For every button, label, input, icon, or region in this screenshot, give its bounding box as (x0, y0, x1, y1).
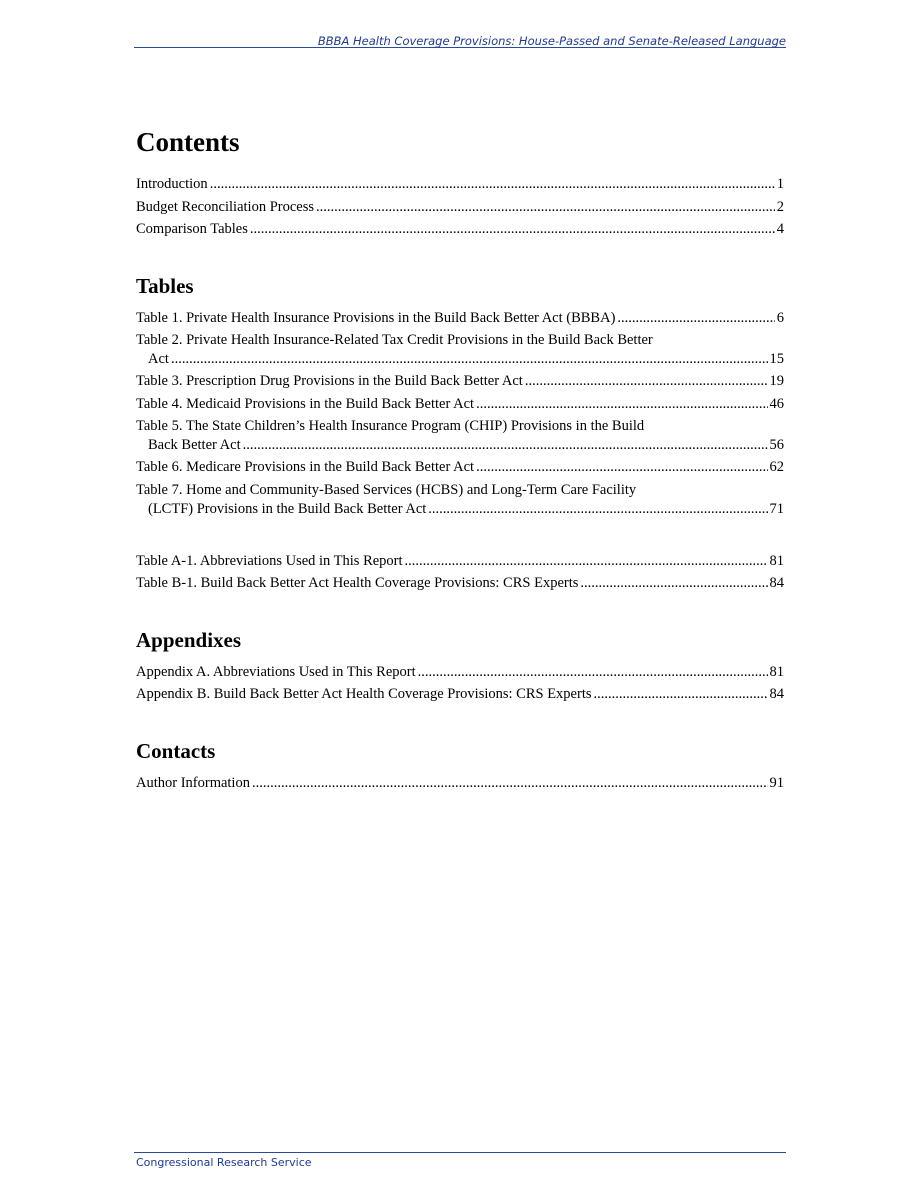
entry-title: Comparison Tables (136, 221, 248, 237)
entry-title: Budget Reconciliation Process (136, 198, 314, 215)
appendixes-list (136, 663, 784, 705)
dot-leader (617, 309, 774, 328)
entry-page: 4 (776, 221, 784, 237)
dot-leader (428, 500, 767, 519)
table-of-contents (136, 126, 784, 796)
entry-title: Table 3. Prescription Drug Provisions in the Build Back Better Act (136, 373, 523, 389)
toc-entry-appendix-a[interactable] (136, 663, 784, 682)
contacts-list (136, 774, 784, 793)
section-gap (136, 597, 784, 627)
entry-title-line2-row (136, 500, 784, 519)
toc-entry-author-information[interactable] (136, 774, 784, 793)
entry-page: 56 (769, 437, 784, 453)
entry-page: 91 (769, 774, 784, 791)
entry-page: 1 (776, 176, 784, 192)
appendixes-heading: Appendixes (136, 627, 242, 652)
dot-leader (252, 774, 768, 793)
toc-entry-table-5[interactable] (136, 417, 784, 455)
toc-entry-budget-reconciliation[interactable] (136, 198, 784, 217)
entry-page: 84 (769, 575, 784, 591)
contacts-heading: Contacts (136, 738, 216, 763)
entry-page: 46 (769, 395, 784, 412)
dot-leader (594, 685, 768, 704)
dot-leader (418, 663, 768, 682)
entry-title: Table 4. Medicaid Provisions in the Build Back Better Act (136, 395, 475, 412)
entry-title: Introduction (136, 176, 208, 192)
toc-entry-table-6[interactable] (136, 458, 784, 477)
entry-title: Appendix A. Abbreviations Used in This Report (136, 663, 416, 680)
entry-title-line1: Table 2. Private Health Insurance-Related Tax Credit Provisions in the Build Back Better (136, 332, 653, 348)
entry-title-line2: Act (148, 351, 169, 367)
section-gap (136, 708, 784, 738)
toc-entry-table-1[interactable] (136, 309, 784, 328)
entry-page: 19 (769, 373, 784, 389)
entry-title: Author Information (136, 774, 250, 791)
entry-page: 81 (769, 663, 784, 680)
contents-heading: Contents (136, 127, 240, 157)
subsection-gap (136, 522, 784, 552)
dot-leader (476, 458, 767, 477)
entry-title: Table A-1. Abbreviations Used in This Report (136, 552, 403, 569)
dot-leader (243, 436, 768, 455)
entry-title-line2: (LCTF) Provisions in the Build Back Better Act (148, 500, 427, 517)
dot-leader (210, 175, 775, 194)
toc-entry-table-b1[interactable] (136, 574, 784, 593)
toc-entry-introduction[interactable] (136, 175, 784, 194)
entry-title-line1: Table 5. The State Children’s Health Insurance Program (CHIP) Provisions in the Build (136, 418, 645, 434)
entry-page: 81 (769, 552, 784, 569)
dot-leader (171, 350, 768, 369)
header-rule (134, 47, 786, 48)
entry-page: 6 (776, 309, 784, 326)
entry-page: 2 (776, 198, 784, 215)
entry-page: 62 (769, 459, 784, 475)
entry-title-line1: Table 7. Home and Community-Based Services (HCBS) and Long-Term Care Facility (136, 481, 637, 498)
dot-leader (476, 395, 767, 414)
toc-entry-appendix-b[interactable] (136, 685, 784, 704)
toc-entry-table-a1[interactable] (136, 552, 784, 571)
contents-list (136, 175, 784, 239)
entry-title: Appendix B. Build Back Better Act Health Coverage Provisions: CRS Experts (136, 686, 592, 702)
entry-page: 84 (769, 686, 784, 702)
running-header: BBBA Health Coverage Provisions: House-Passed and Senate-Released Language (317, 34, 786, 48)
dot-leader (316, 198, 775, 217)
toc-entry-table-2[interactable] (136, 331, 784, 369)
entry-title-line2-row (136, 350, 784, 369)
toc-entry-table-3[interactable] (136, 372, 784, 391)
section-gap (136, 243, 784, 273)
entry-title: Table 1. Private Health Insurance Provisions in the Build Back Better Act (BBBA) (136, 309, 616, 326)
entry-title-line2: Back Better Act (148, 437, 241, 453)
toc-entry-table-7[interactable] (136, 481, 784, 519)
dot-leader (405, 552, 768, 571)
entry-title-line2-row (136, 436, 784, 455)
entry-page: 71 (769, 500, 784, 517)
entry-page: 15 (769, 351, 784, 367)
toc-entry-table-4[interactable] (136, 395, 784, 414)
dot-leader (580, 574, 767, 593)
toc-entry-comparison-tables[interactable] (136, 220, 784, 239)
footer-publisher: Congressional Research Service (136, 1156, 312, 1169)
footer-rule (134, 1152, 786, 1153)
dot-leader (250, 220, 775, 239)
entry-title: Table B-1. Build Back Better Act Health Coverage Provisions: CRS Experts (136, 575, 579, 591)
entry-title: Table 6. Medicare Provisions in the Build Back Better Act (136, 459, 475, 475)
tables-heading: Tables (136, 273, 194, 298)
tables-list (136, 309, 784, 594)
dot-leader (525, 372, 768, 391)
